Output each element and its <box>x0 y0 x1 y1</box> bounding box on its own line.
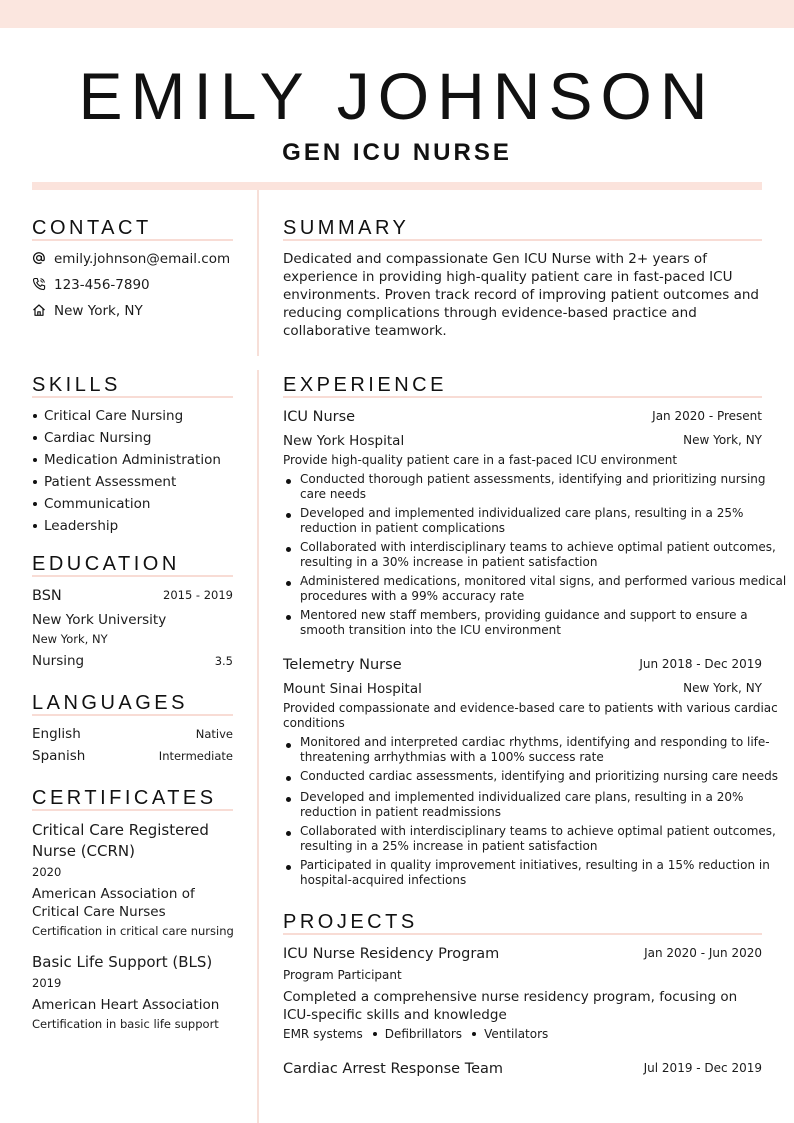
candidate-role: GEN ICU NURSE <box>282 139 512 166</box>
job-bullet: resulting in a 30% increase in patient satisfaction <box>300 555 598 569</box>
project-role: Program Participant <box>283 968 402 982</box>
job-bullet: reduction in patient complications <box>300 521 506 535</box>
bullet <box>33 436 37 440</box>
job-bullet: Participated in quality improvement initiatives, resulting in a 15% reduction in <box>300 858 770 872</box>
language-level: Intermediate <box>158 749 233 763</box>
skill-item: Medication Administration <box>44 452 221 468</box>
home-icon <box>32 303 46 317</box>
certificate-year: 2019 <box>32 976 62 990</box>
project-name: ICU Nurse Residency Program <box>283 946 500 962</box>
summary-heading: SUMMARY <box>283 217 410 239</box>
education-degree: BSN <box>32 588 62 604</box>
job-summary: Provide high-quality patient care in a fast-paced ICU environment <box>283 453 678 467</box>
job-bullet: Collaborated with interdisciplinary teams to achieve optimal patient outcomes, <box>300 824 776 838</box>
certificates-heading: CERTIFICATES <box>32 787 217 809</box>
job-bullet: Developed and implemented individualized care plans, resulting in a 25% <box>300 506 744 520</box>
certificate-name: Critical Care Registered <box>32 821 209 839</box>
bullet <box>33 502 37 506</box>
job-company: New York Hospital <box>283 433 405 449</box>
bullet <box>286 547 291 552</box>
job-bullet: Developed and implemented individualized care plans, resulting in a 20% <box>300 790 744 804</box>
job-summary: Provided compassionate and evidence-based care to patients with various cardiac <box>283 701 778 715</box>
project-dates: Jul 2019 - Dec 2019 <box>643 1061 762 1075</box>
column-divider-bottom <box>257 370 259 1123</box>
projects-rule <box>283 933 762 935</box>
job-title: ICU Nurse <box>283 409 356 425</box>
phone-icon <box>32 277 46 291</box>
certificate-desc: Certification in critical care nursing <box>32 924 234 938</box>
bullet <box>33 414 37 418</box>
education-rule <box>32 575 233 577</box>
languages-heading: LANGUAGES <box>32 692 188 714</box>
certificate-issuer: American Association of <box>32 886 195 902</box>
job-title: Telemetry Nurse <box>283 657 402 673</box>
separator-dot <box>472 1032 476 1036</box>
bullet <box>286 776 291 781</box>
bullet <box>33 524 37 528</box>
skill-item: Leadership <box>44 518 119 534</box>
candidate-name: EMILY JOHNSON <box>78 59 716 133</box>
certificate-year: 2020 <box>32 865 62 879</box>
skill-item: Communication <box>44 496 151 512</box>
certificate-issuer: Critical Care Nurses <box>32 904 166 920</box>
project-desc: ICU-specific skills and knowledge <box>283 1007 507 1023</box>
education-heading: EDUCATION <box>32 553 180 575</box>
skills-rule <box>32 396 233 398</box>
job-bullet: Mentored new staff members, providing guidance and support to ensure a <box>300 608 748 622</box>
skill-item: Critical Care Nursing <box>44 408 184 424</box>
job-bullet: Conducted thorough patient assessments, identifying and prioritizing nursing <box>300 472 766 486</box>
job-bullet: Conducted cardiac assessments, identifying and prioritizing nursing care needs <box>300 769 778 783</box>
job-location: New York, NY <box>683 681 762 695</box>
bullet <box>286 831 291 836</box>
certificate-issuer: American Heart Association <box>32 997 220 1013</box>
education-gpa: 3.5 <box>214 654 233 668</box>
job-summary: conditions <box>283 716 345 730</box>
job-location: New York, NY <box>683 433 762 447</box>
job-bullet: hospital-acquired infections <box>300 873 467 887</box>
summary-line: collaborative teamwork. <box>283 323 447 339</box>
language-name: English <box>32 726 81 742</box>
contact-phone: 123-456-7890 <box>54 277 150 293</box>
job-bullet: reduction in patient readmissions <box>300 805 502 819</box>
education-school: New York University <box>32 612 167 628</box>
project-dates: Jan 2020 - Jun 2020 <box>644 946 762 960</box>
job-bullet: care needs <box>300 487 367 501</box>
projects-heading: PROJECTS <box>283 911 418 933</box>
bullet <box>286 743 291 748</box>
bullet <box>33 480 37 484</box>
job-bullet: threatening arrhythmias with a 100% success rate <box>300 750 604 764</box>
project-tools <box>283 1027 548 1042</box>
skills-heading: SKILLS <box>32 374 121 396</box>
bullet <box>286 479 291 484</box>
bullet <box>286 615 291 620</box>
bullet <box>286 513 291 518</box>
job-bullet: Collaborated with interdisciplinary teams to achieve optimal patient outcomes, <box>300 540 776 554</box>
column-divider-top <box>257 190 259 356</box>
bullet <box>286 865 291 870</box>
job-bullet: procedures with a 99% accuracy rate <box>300 589 525 603</box>
education-dates: 2015 - 2019 <box>163 588 233 602</box>
job-dates: Jan 2020 - Present <box>652 409 762 423</box>
project-tool: EMR systems <box>283 1027 363 1041</box>
skill-item: Cardiac Nursing <box>44 430 152 446</box>
certificate-desc: Certification in basic life support <box>32 1017 219 1031</box>
project-name: Cardiac Arrest Response Team <box>283 1061 504 1077</box>
job-bullet: smooth transition into the ICU environment <box>300 623 561 637</box>
education-field: Nursing <box>32 653 85 669</box>
certificate-name: Nurse (CCRN) <box>32 842 136 860</box>
experience-rule <box>283 396 762 398</box>
job-dates: Jun 2018 - Dec 2019 <box>639 657 762 671</box>
summary-line: reducing complications through evidence-based practice and <box>283 305 697 321</box>
skill-item: Patient Assessment <box>44 474 177 490</box>
contact-rule <box>32 239 233 241</box>
top-band <box>0 0 794 28</box>
contact-location: New York, NY <box>54 303 143 319</box>
header-divider <box>32 182 762 190</box>
contact-heading: CONTACT <box>32 217 152 239</box>
summary-rule <box>283 239 762 241</box>
bullet <box>33 458 37 462</box>
job-company: Mount Sinai Hospital <box>283 681 422 697</box>
summary-line: experience in providing high-quality patient care in fast-paced ICU <box>283 269 733 285</box>
certificate-name: Basic Life Support (BLS) <box>32 953 213 971</box>
certificates-rule <box>32 809 233 811</box>
bullet <box>286 797 291 802</box>
project-tool: Defibrillators <box>384 1027 463 1041</box>
summary-line: Dedicated and compassionate Gen ICU Nurse with 2+ years of <box>283 251 707 267</box>
summary-line: environments. Proven track record of improving patient outcomes and <box>283 287 759 303</box>
bullet <box>286 581 291 586</box>
language-name: Spanish <box>32 748 86 764</box>
experience-heading: EXPERIENCE <box>283 374 447 396</box>
job-bullet: resulting in a 25% increase in patient satisfaction <box>300 839 598 853</box>
education-location: New York, NY <box>32 632 108 646</box>
at-icon <box>32 251 46 265</box>
separator-dot <box>373 1032 377 1036</box>
job-bullet: Administered medications, monitored vital signs, and performed various medical <box>300 574 787 588</box>
project-desc: Completed a comprehensive nurse residency program, focusing on <box>283 989 738 1005</box>
language-level: Native <box>195 727 233 741</box>
project-tool: Ventilators <box>484 1027 549 1041</box>
contact-email[interactable]: emily.johnson@email.com <box>54 251 231 267</box>
job-bullet: Monitored and interpreted cardiac rhythms, identifying and responding to life- <box>300 735 770 749</box>
languages-rule <box>32 714 233 716</box>
